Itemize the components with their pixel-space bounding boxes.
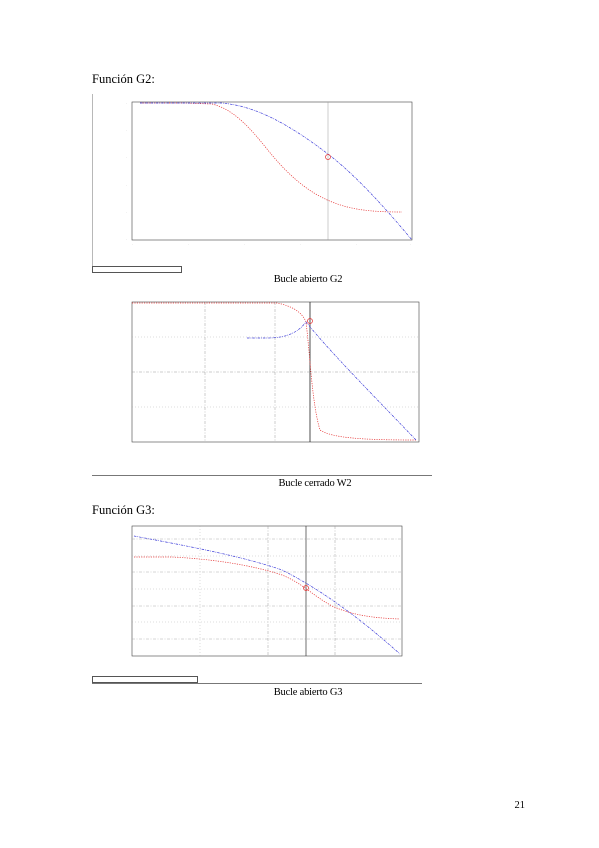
phase-curve [247,322,416,440]
y-tick: · [126,237,127,241]
section-heading-g2: Función G2: [92,72,155,86]
bode-plot-open-loop-g3 [92,520,422,680]
plot-status-bar [92,676,198,683]
plot-bottom-rule [92,683,422,684]
caption-open-loop-g3: Bucle abierto G3 [273,687,343,698]
y-tick: · [126,128,127,132]
x-tick: · [356,242,357,246]
magnitude-curve [140,103,402,212]
plot-frame [132,102,412,240]
section-heading-g3: Función G3: [92,503,155,517]
bode-plot-w2-svg [92,294,432,466]
magnitude-curve [134,557,400,619]
caption-closed-loop-w2: Bucle cerrado W2 [278,478,352,489]
x-tick: · [188,242,189,246]
x-ticks [132,242,411,246]
bode-plot-open-loop-g2 [92,94,422,270]
bode-plot-g2-svg [92,94,422,270]
caption-open-loop-g2: Bucle abierto G2 [273,274,343,285]
x-tick: · [244,242,245,246]
bode-plot-g3-svg [92,520,422,680]
page-number: 21 [514,800,525,811]
phase-curve [134,536,400,654]
y-tick: · [126,210,127,214]
x-tick: · [132,242,133,246]
plot-status-bar [92,266,182,273]
phase-curve [140,103,412,240]
x-tick: · [300,242,301,246]
x-tick: · [410,242,411,246]
plot-status-bar [92,468,190,473]
plot-bottom-rule [92,475,432,476]
y-ticks-left [126,101,127,241]
y-tick: · [126,101,127,105]
y-tick: · [126,183,127,187]
plot-frame [132,526,402,656]
y-tick: · [126,155,127,159]
magnitude-curve [132,303,416,440]
bode-plot-closed-loop-w2 [92,294,432,466]
